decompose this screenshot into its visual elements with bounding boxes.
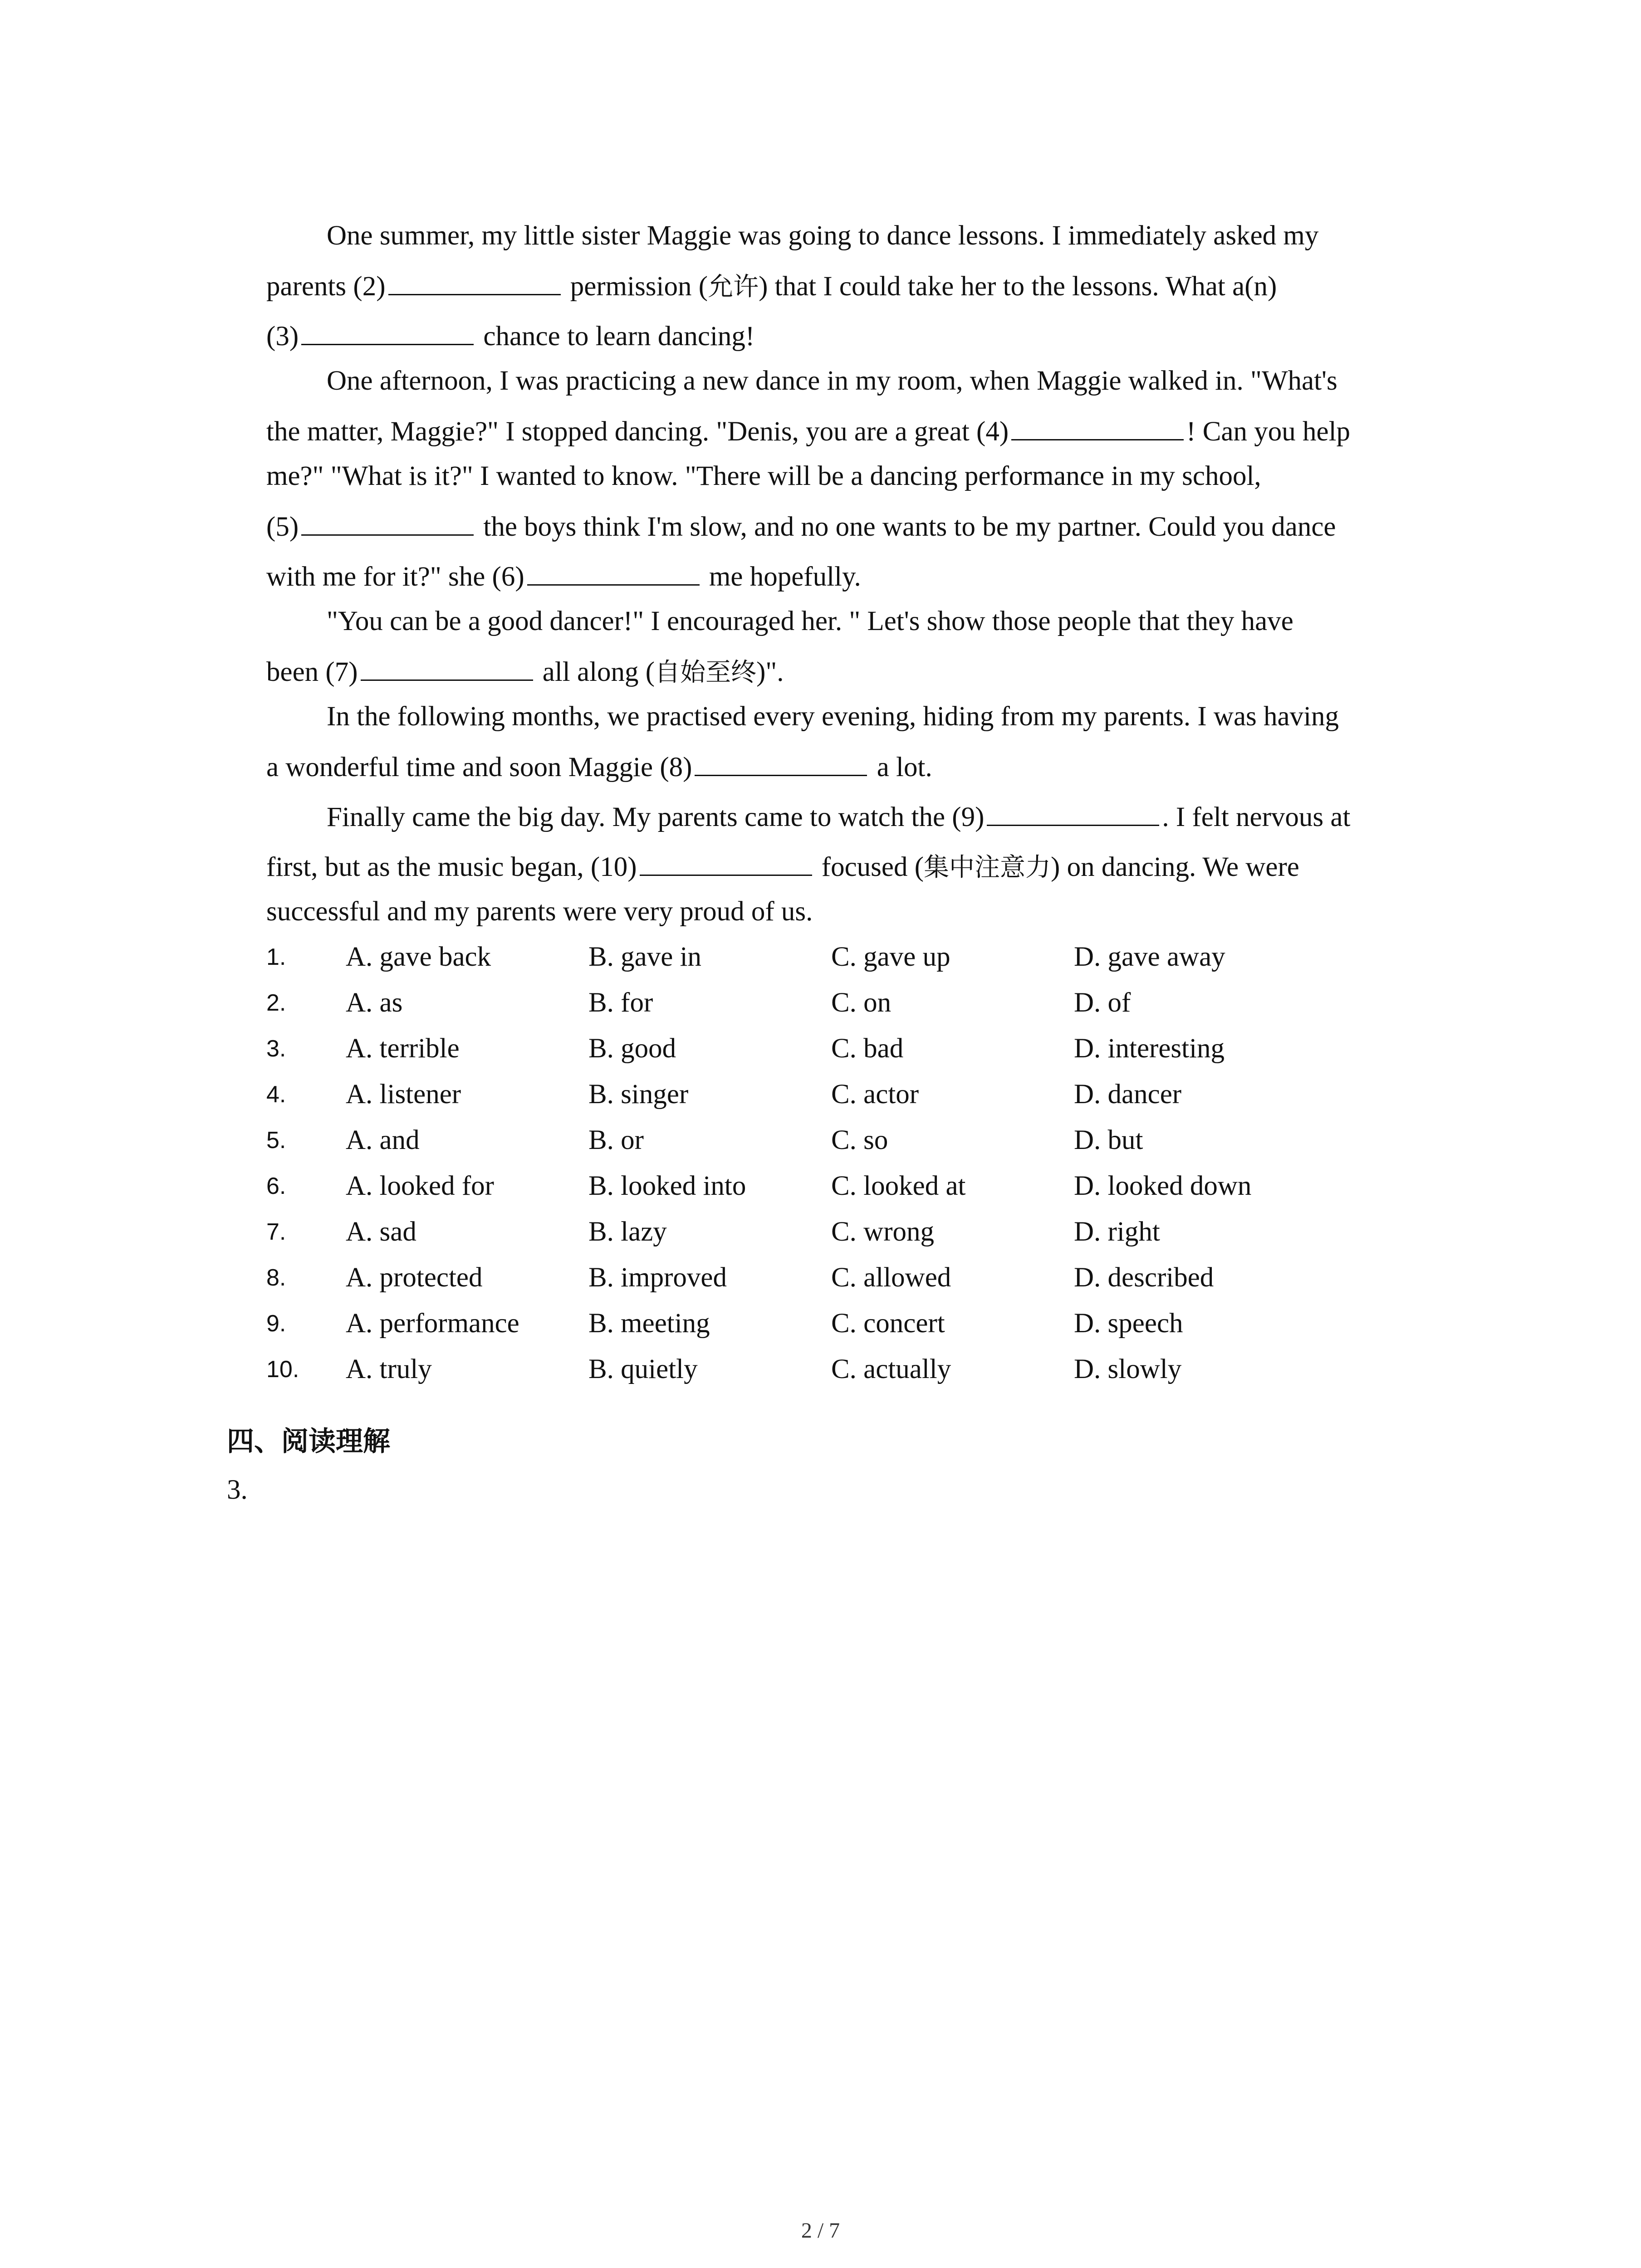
option-c: C. bad	[831, 1033, 904, 1064]
passage-text: the boys think I'm slow, and no one wants to be my partner. Could you dance	[483, 512, 1336, 542]
passage-line	[266, 558, 1491, 595]
passage-text: successful and my parents were very proud of us.	[266, 896, 813, 927]
passage-line	[266, 894, 1491, 930]
option-d: D. gave away	[1074, 942, 1225, 972]
option-c: C. concert	[831, 1308, 945, 1339]
option-a: A. looked for	[346, 1171, 494, 1201]
answer-blank	[301, 508, 474, 536]
option-row	[266, 1214, 1355, 1260]
passage-text: ) on dancing. We were	[1051, 852, 1299, 882]
answer-blank	[301, 318, 474, 345]
option-d: D. right	[1074, 1217, 1160, 1247]
passage-text: a wonderful time and soon Maggie (8)	[266, 752, 692, 782]
option-row	[266, 1260, 1355, 1305]
passage-text: ! Can you help	[1186, 416, 1351, 447]
option-a: A. gave back	[346, 942, 491, 972]
chinese-gloss: 集中注意力	[924, 853, 1051, 882]
answer-blank	[987, 798, 1159, 826]
option-row	[266, 1031, 1355, 1076]
passage-line	[327, 699, 1552, 735]
option-row	[266, 1305, 1355, 1351]
option-a: A. as	[346, 987, 403, 1018]
option-d: D. speech	[1074, 1308, 1183, 1339]
passage-text: the matter, Maggie?" I stopped dancing. "Denis, you are a great (4)	[266, 416, 1009, 447]
option-d: D. but	[1074, 1125, 1143, 1155]
option-d: D. interesting	[1074, 1033, 1225, 1064]
option-a: A. and	[346, 1125, 420, 1155]
option-c: C. looked at	[831, 1171, 966, 1201]
question-number: 10.	[266, 1356, 299, 1383]
option-a: A. truly	[346, 1354, 432, 1384]
passage-text: (3)	[266, 321, 299, 352]
option-d: D. described	[1074, 1262, 1214, 1293]
passage-text: me?" "What is it?" I wanted to know. "There will be a dancing performance in my school,	[266, 461, 1261, 491]
option-c: C. gave up	[831, 942, 950, 972]
answer-blank	[527, 558, 700, 586]
question-number: 3.	[227, 1475, 248, 1505]
option-a: A. sad	[346, 1217, 416, 1247]
option-d: D. looked down	[1074, 1171, 1252, 1201]
option-c: C. wrong	[831, 1217, 935, 1247]
option-c: C. on	[831, 987, 892, 1018]
passage-text: . I felt nervous at	[1162, 802, 1351, 832]
passage-line	[266, 318, 1491, 355]
option-row	[266, 939, 1355, 985]
passage-line	[327, 363, 1552, 399]
option-c: C. allowed	[831, 1262, 951, 1293]
section-heading: 四、阅读理解	[227, 1426, 390, 1457]
passage-text: One summer, my little sister Maggie was going to dance lessons. I immediately asked my	[327, 220, 1319, 251]
option-a: A. protected	[346, 1262, 483, 1293]
passage-text: with me for it?" she (6)	[266, 562, 524, 592]
option-b: B. improved	[588, 1262, 727, 1293]
option-a: A. performance	[346, 1308, 519, 1339]
passage-line	[266, 848, 1491, 886]
passage-text: all along (	[542, 657, 655, 687]
option-b: B. meeting	[588, 1308, 710, 1339]
options-list	[266, 939, 1355, 1397]
passage-text: chance to learn dancing!	[483, 321, 755, 352]
passage-line	[327, 798, 1552, 836]
passage-text: me hopefully.	[709, 562, 861, 592]
option-row	[266, 1076, 1355, 1122]
passage-line	[266, 268, 1491, 305]
option-b: B. looked into	[588, 1171, 746, 1201]
option-b: B. quietly	[588, 1354, 698, 1384]
passage-text: permission (	[570, 271, 708, 302]
passage-line	[327, 218, 1552, 254]
passage-line	[266, 748, 1491, 786]
passage-text: "You can be a good dancer!" I encouraged her. " Let's show those people that they have	[327, 606, 1293, 636]
passage-text: One afternoon, I was practicing a new dance in my room, when Maggie walked in. "What's	[327, 366, 1337, 396]
passage-line	[266, 508, 1491, 545]
passage-text: focused (	[821, 852, 924, 882]
option-b: B. lazy	[588, 1217, 667, 1247]
option-b: B. for	[588, 987, 653, 1018]
option-b: B. good	[588, 1033, 676, 1064]
question-number: 3.	[266, 1036, 286, 1062]
option-d: D. slowly	[1074, 1354, 1182, 1384]
option-a: A. terrible	[346, 1033, 460, 1064]
option-row	[266, 1122, 1355, 1168]
passage-text: parents (2)	[266, 271, 386, 302]
option-c: C. actually	[831, 1354, 951, 1384]
answer-blank	[695, 748, 867, 776]
passage-text: first, but as the music began, (10)	[266, 852, 637, 882]
passage-line	[266, 413, 1491, 450]
option-d: D. of	[1074, 987, 1131, 1018]
option-row	[266, 985, 1355, 1031]
option-row	[266, 1351, 1355, 1397]
chinese-gloss: 允许	[708, 272, 759, 302]
question-number: 4.	[266, 1081, 286, 1108]
option-row	[266, 1168, 1355, 1214]
question-number: 8.	[266, 1265, 286, 1291]
question-number: 5.	[266, 1127, 286, 1154]
passage-text: Finally came the big day. My parents came to watch the (9)	[327, 802, 985, 832]
passage-text: a lot.	[877, 752, 932, 782]
option-d: D. dancer	[1074, 1079, 1182, 1110]
option-b: B. or	[588, 1125, 644, 1155]
answer-blank	[361, 653, 533, 681]
question-number: 9.	[266, 1310, 286, 1337]
option-a: A. listener	[346, 1079, 461, 1110]
question-number: 2.	[266, 990, 286, 1016]
chinese-gloss: 自始至终	[655, 658, 757, 687]
passage-text: In the following months, we practised every evening, hiding from my parents. I was having	[327, 701, 1339, 732]
answer-blank	[388, 268, 561, 295]
question-number: 7.	[266, 1219, 286, 1245]
option-b: B. singer	[588, 1079, 689, 1110]
passage-text: )".	[756, 657, 784, 687]
option-c: C. actor	[831, 1079, 919, 1110]
answer-blank	[640, 848, 812, 876]
option-b: B. gave in	[588, 942, 702, 972]
passage-line	[266, 458, 1491, 494]
page-number: 2 / 7	[801, 2219, 840, 2243]
passage-text: been (7)	[266, 657, 358, 687]
passage-text: (5)	[266, 512, 299, 542]
passage-line	[266, 653, 1491, 691]
answer-blank	[1011, 413, 1184, 440]
passage-text: ) that I could take her to the lessons. What a(n)	[759, 271, 1277, 302]
option-c: C. so	[831, 1125, 888, 1155]
passage-line	[327, 603, 1552, 640]
question-number: 1.	[266, 944, 286, 970]
question-number: 6.	[266, 1173, 286, 1199]
